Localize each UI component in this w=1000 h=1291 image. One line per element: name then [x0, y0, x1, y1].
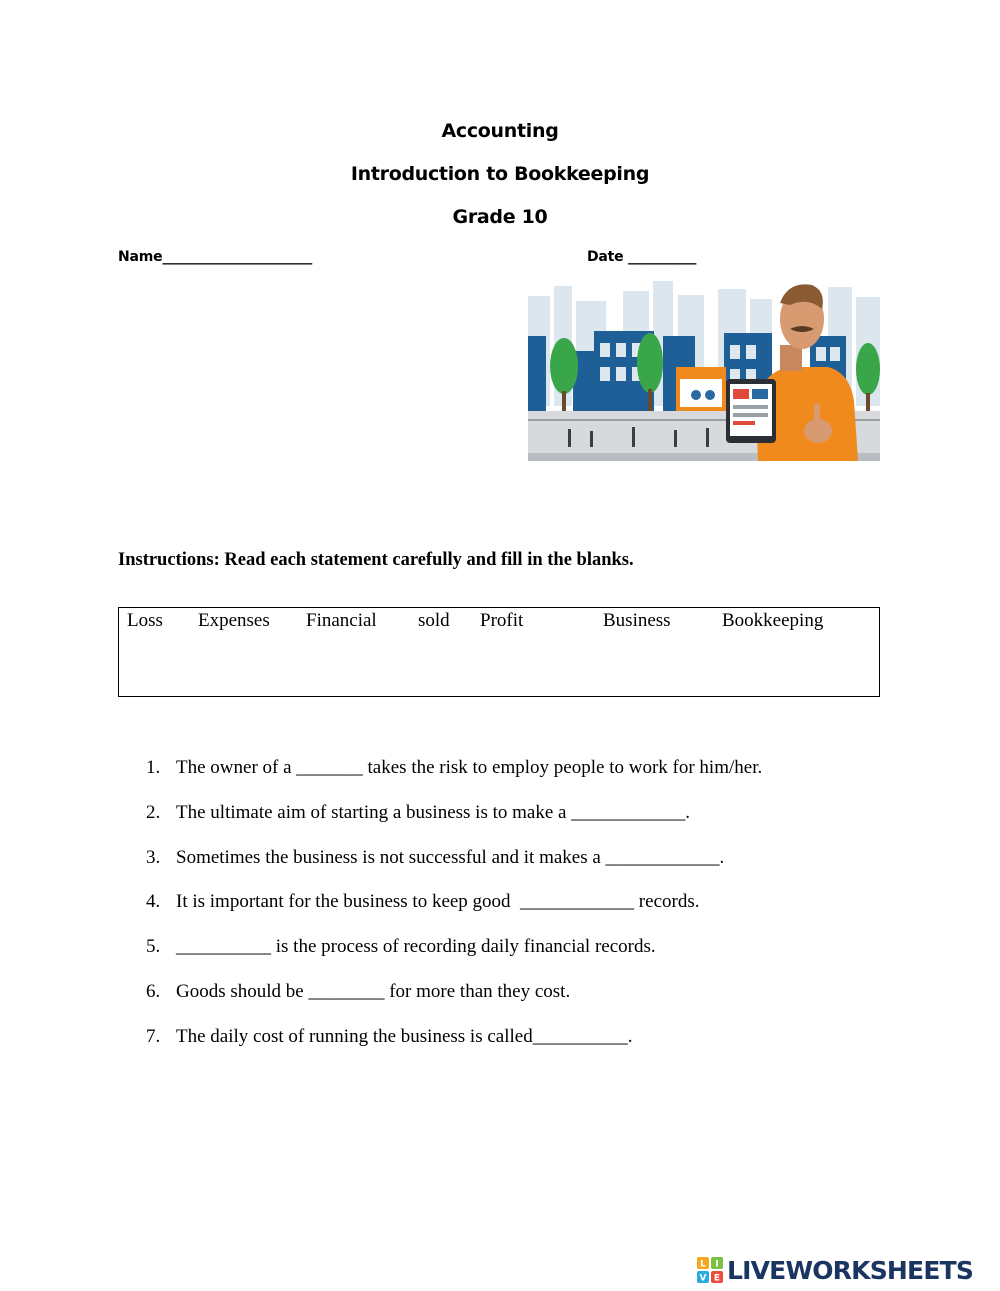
question-item[interactable]	[146, 847, 724, 869]
question-number: 3.	[146, 847, 161, 868]
date-field[interactable]: Date __________	[587, 249, 697, 265]
question-item[interactable]	[146, 891, 699, 913]
question-text: __________ is the process of recording daily financial records.	[176, 936, 656, 957]
question-item[interactable]	[146, 936, 656, 958]
worksheet-subject: Accounting	[441, 120, 559, 142]
question-text: The daily cost of running the business is called__________.	[176, 1026, 633, 1047]
word-bank-item: Bookkeeping	[722, 610, 824, 631]
worksheet-topic: Introduction to Bookkeeping	[350, 163, 650, 185]
question-number: 2.	[146, 802, 161, 823]
svg-text:V: V	[699, 1273, 707, 1283]
name-field[interactable]: Name______________________	[118, 249, 313, 265]
question-text: It is important for the business to keep good ____________ records.	[176, 891, 700, 912]
brand-name: LIVEWORKSHEETS	[727, 1255, 974, 1285]
question-item[interactable]	[146, 981, 570, 1003]
question-number: 4.	[146, 891, 161, 912]
question-text: Sometimes the business is not successful and it makes a ____________.	[176, 847, 725, 868]
question-item[interactable]	[146, 802, 690, 824]
worksheet-grade: Grade 10	[452, 206, 548, 228]
question-number: 1.	[146, 757, 161, 778]
word-bank-item: sold	[418, 610, 450, 631]
question-number: 5.	[146, 936, 161, 957]
question-text: The owner of a _______ takes the risk to employ people to work for him/her.	[176, 757, 763, 778]
question-number: 7.	[146, 1026, 161, 1047]
svg-text:I: I	[715, 1259, 719, 1270]
word-bank	[118, 607, 880, 697]
instructions-text: Instructions: Read each statement carefully and fill in the blanks.	[118, 550, 634, 570]
question-number: 6.	[146, 981, 161, 1002]
live-blocks-icon	[697, 1257, 723, 1283]
question-text: The ultimate aim of starting a business is to make a ____________.	[176, 802, 690, 823]
question-item[interactable]	[146, 757, 762, 779]
street-shopkeeper-illustration	[528, 281, 880, 461]
svg-text:L: L	[700, 1259, 706, 1270]
word-bank-item: Loss	[127, 610, 163, 631]
word-bank-item: Profit	[480, 610, 524, 631]
question-item[interactable]	[146, 1026, 632, 1048]
liveworksheets-logo	[697, 1256, 973, 1284]
svg-text:E: E	[713, 1273, 721, 1283]
word-bank-item: Business	[603, 610, 671, 631]
word-bank-item: Expenses	[198, 610, 270, 631]
word-bank-item: Financial	[306, 610, 377, 631]
question-text: Goods should be ________ for more than they cost.	[176, 981, 571, 1002]
